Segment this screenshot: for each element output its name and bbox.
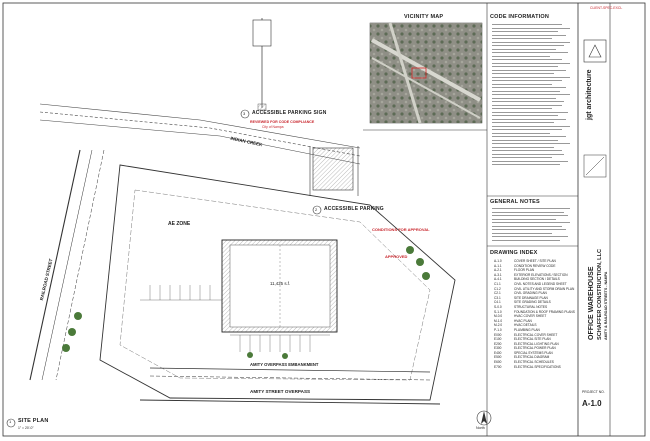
review-stamp-city: City of Nampa bbox=[262, 125, 284, 129]
drawing-index-title: HVAC COVER SHEET bbox=[514, 314, 547, 319]
review-stamp: REVIEWED FOR CODE COMPLIANCE bbox=[250, 120, 315, 124]
railroad-street-label: RAILROAD STREET bbox=[39, 258, 54, 301]
drawing-index-number: C4.1 bbox=[494, 300, 501, 305]
project-address: AMITY & RAILROAD STREETS - NAMPA bbox=[604, 271, 608, 340]
site-plan-scale: 1" = 20'-0" bbox=[18, 426, 34, 430]
drawing-index-number: E700 bbox=[494, 364, 502, 369]
drawing-index-number: A-4.1 bbox=[494, 277, 502, 282]
project-number-label: PROJECT NO. bbox=[582, 390, 605, 394]
project-name: OFFICE WAREHOUSE bbox=[588, 266, 595, 340]
drawing-index-title: STRUCTURAL NOTES bbox=[514, 304, 548, 309]
drawing-index-title: CIVIL NOTES AND LEGEND SHEET bbox=[514, 281, 567, 286]
drawing-index-title: ELECTRICAL SPECIFICATIONS bbox=[514, 364, 561, 369]
drawing-index-number: M-2.0 bbox=[494, 323, 503, 328]
sign-detail-number: 3 bbox=[243, 111, 246, 116]
drawing-index-title: CIVIL UTILITY AND STORM DRAIN PLAN bbox=[514, 286, 575, 291]
drawing-index-number: E600 bbox=[494, 360, 502, 365]
drawing-index-number: E100 bbox=[494, 337, 502, 342]
general-notes-text bbox=[492, 208, 572, 243]
conditions-title: CONDITIONS FOR APPROVAL bbox=[372, 227, 430, 232]
drawing-index-item bbox=[494, 365, 578, 370]
drawing-index-title: BUILDING SECTION / DETAILS bbox=[514, 277, 560, 282]
site-plan-number: 1 bbox=[9, 419, 12, 424]
approved-stamp: APPROVED bbox=[385, 254, 408, 259]
site-plan-title: SITE PLAN bbox=[18, 418, 49, 424]
north-arrow-label: North bbox=[476, 426, 485, 430]
drawing-index-number: C1.1 bbox=[494, 281, 501, 286]
firm-name: jgt architecture bbox=[586, 69, 593, 120]
accessible-parking-sign-title: ACCESSIBLE PARKING SIGN bbox=[252, 110, 327, 116]
general-notes-title: GENERAL NOTES bbox=[490, 199, 540, 205]
drawing-index-title: SITE GRADING DETAILS bbox=[514, 300, 551, 305]
drawing-index-title: EXTERIOR ELEVATIONS / SECTION bbox=[514, 272, 568, 277]
drawing-index-title: FLOOR PLAN bbox=[514, 268, 535, 273]
drawing-index-number: C3.1 bbox=[494, 295, 501, 300]
drawing-index-title: ELECTRICAL POWER PLAN bbox=[514, 346, 556, 351]
drawing-index-number: E200 bbox=[494, 341, 502, 346]
drawing-index-number: S-0.0 bbox=[494, 304, 502, 309]
drawing-index-number: C2.1 bbox=[494, 291, 501, 296]
drawing-index-title: CIVIL GRADING PLAN bbox=[514, 291, 547, 296]
drawing-index-title: PLUMBING PLAN bbox=[514, 327, 540, 332]
sheet-number: A-1.0 bbox=[582, 399, 602, 408]
drawing-index-title: ELECTRICAL SITE PLAN bbox=[514, 337, 551, 342]
accessible-parking-title: ACCESSIBLE PARKING bbox=[324, 206, 384, 212]
amity-embankment-label: AMITY OVERPASS EMBANKMENT bbox=[250, 362, 319, 367]
ae-zone-label: AE ZONE bbox=[168, 221, 191, 227]
building-area-label: 11,425 s.f. bbox=[270, 281, 291, 286]
client-name: SCHAFFER CONSTRUCTION, LLC bbox=[597, 248, 603, 340]
project-code: CLIENT-SPEC-EXCL bbox=[590, 6, 623, 10]
drawing-index-title: FOUNDATION & ROOF FRAMING PLANS bbox=[514, 309, 575, 314]
drawing-index-number: C1.2 bbox=[494, 286, 501, 291]
drawing-index-title: ELECTRICAL DIAGRAM bbox=[514, 355, 550, 360]
drawing-index-number: A-1.1 bbox=[494, 263, 502, 268]
parking-detail-number: 2 bbox=[315, 207, 318, 212]
drawing-index-number: E000 bbox=[494, 332, 502, 337]
drawing-index-title: SITE DRAINAGE PLAN bbox=[514, 295, 548, 300]
drawing-index-number: E400 bbox=[494, 350, 502, 355]
drawing-index-title: ELECTRICAL LIGHTING PLAN bbox=[514, 341, 559, 346]
drawing-index-title: SPECIAL SYSTEMS PLAN bbox=[514, 350, 553, 355]
drawing-index-title: HVAC PLAN bbox=[514, 318, 532, 323]
drawing-index-number: E500 bbox=[494, 355, 502, 360]
indian-creek-label: INDIAN CREEK bbox=[229, 135, 263, 148]
vicinity-map-title: VICINITY MAP bbox=[404, 14, 444, 20]
drawing-index-number: A-3.1 bbox=[494, 272, 502, 277]
drawing-index-title: DRAWING INDEX bbox=[490, 250, 538, 256]
drawing-index-title: HVAC DETAILS bbox=[514, 323, 537, 328]
code-information-title: CODE INFORMATION bbox=[490, 14, 550, 20]
drawing-index-title: CONDITION REVIEW CODE bbox=[514, 263, 556, 268]
drawing-index-title: ELECTRICAL SCHEDULES bbox=[514, 360, 554, 365]
amity-street-label: AMITY STREET OVERPASS bbox=[250, 389, 311, 394]
drawing-index-number: A-2.1 bbox=[494, 268, 502, 273]
drawing-index-title: ELECTRICAL COVER SHEET bbox=[514, 332, 558, 337]
drawing-index-number: M-1.0 bbox=[494, 318, 503, 323]
drawing-index-number: E300 bbox=[494, 346, 502, 351]
drawing-index-list bbox=[494, 259, 578, 369]
drawing-index-title: COVER SHEET / SITE PLAN bbox=[514, 259, 556, 263]
drawing-index-number: A-1.0 bbox=[494, 259, 502, 263]
drawing-index-number: P-1.0 bbox=[494, 327, 502, 332]
drawing-index-number: M-0.0 bbox=[494, 314, 503, 319]
drawing-index-number: S-1.0 bbox=[494, 309, 502, 314]
code-information-text bbox=[492, 24, 572, 168]
